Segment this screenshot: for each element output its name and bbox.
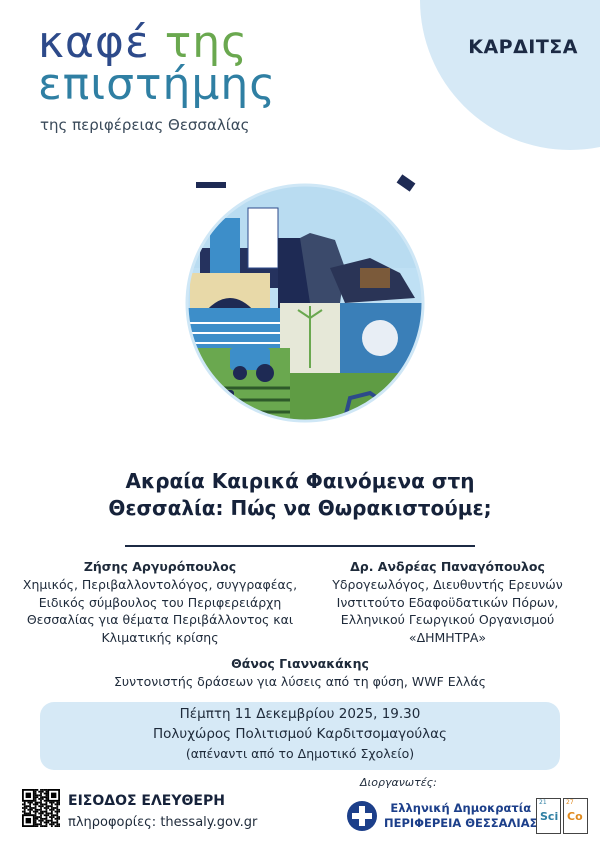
satellite-icon <box>397 174 416 191</box>
scico-sci-tile <box>536 798 561 834</box>
logo-word-tis: της <box>164 17 248 68</box>
city-label: ΚΑΡΔΙΤΣΑ <box>468 36 578 58</box>
speaker-3 <box>0 655 600 691</box>
region-logo <box>346 800 537 832</box>
title-line-2: Θεσσαλία: Πώς να Θωρακιστούμε; <box>108 496 492 520</box>
greek-emblem-icon <box>346 800 378 832</box>
speaker-bio-line: Κλιματικής κρίσης <box>101 630 219 645</box>
speaker-1 <box>10 558 310 647</box>
speaker-name: Ζήσης Αργυρόπουλος <box>83 559 237 574</box>
speaker-name: Θάνος Γιαννακάκης <box>231 656 369 671</box>
scico-symbol: Co <box>567 810 583 823</box>
event-details-box <box>40 702 560 770</box>
drone-icon <box>196 182 226 188</box>
scico-logo <box>536 798 588 834</box>
scico-number: 21 <box>539 799 547 806</box>
info-link[interactable]: πληροφορίες: thessaly.gov.gr <box>68 815 258 830</box>
scico-symbol: Sci <box>540 810 559 823</box>
monastery <box>360 268 390 288</box>
event-note: (απέναντι από το Δημοτικό Σχολείο) <box>185 745 415 761</box>
speaker-bio-line: Ειδικός σύμβουλος του Περιφερειάρχη <box>38 594 282 610</box>
logo-subtitle: της περιφέρειας Θεσσαλίας <box>40 115 250 134</box>
free-entry-label: ΕΙΣΟΔΟΣ ΕΛΕΥΘΕΡΗ <box>68 793 225 809</box>
cafe-logo <box>38 17 277 134</box>
title-line-1: Ακραία Καιρικά Φαινόμενα στη <box>125 469 475 493</box>
logo-word-epistimis: επιστήμης <box>38 58 277 110</box>
corner-circle-decoration <box>420 0 600 150</box>
event-title <box>0 468 600 522</box>
science-illustration <box>170 168 440 438</box>
speaker-bio-line: Χημικός, Περιβαλλοντολόγος, συγγραφέας, <box>22 576 298 592</box>
scico-number: 27 <box>566 799 574 806</box>
speaker-2 <box>300 558 595 647</box>
title-divider <box>125 545 475 547</box>
speaker-bio-line: «ΔΗΜΗΤΡΑ» <box>408 630 487 645</box>
speaker-bio-line: Ινστιτούτο Εδαφοϋδατικών Πόρων, <box>336 594 559 610</box>
speaker-bio-line: Ελληνικού Γεωργικού Οργανισμού <box>340 612 555 628</box>
qr-code[interactable] <box>22 789 60 827</box>
event-datetime: Πέμπτη 11 Δεκεμβρίου 2025, 19.30 <box>179 706 421 722</box>
speaker-bio-line: Συντονιστής δράσεων για λύσεις από τη φύση, WWF Ελλάς <box>113 673 487 689</box>
speaker-bio-line: Υδρογεωλόγος, Διευθυντής Ερευνών <box>332 576 563 592</box>
speaker-bio-line: Θεσσαλίας για θέματα Περιβάλλοντος και <box>26 612 294 628</box>
organizers-label: Διοργανωτές: <box>360 776 437 789</box>
pasture <box>290 373 430 438</box>
speaker-name: Δρ. Ανδρέας Παναγόπουλος <box>350 559 545 574</box>
region-line-2: ΠΕΡΙΦΕΡΕΙΑ ΘΕΣΣΑΛΙΑΣ <box>384 816 538 830</box>
scico-co-tile <box>563 798 588 834</box>
event-venue: Πολυχώρος Πολιτισμού Καρδιτσομαγούλας <box>153 726 447 743</box>
region-line-1: Ελληνική Δημοκρατία <box>390 801 532 816</box>
logo-word-cafe: καφέ <box>38 17 150 68</box>
